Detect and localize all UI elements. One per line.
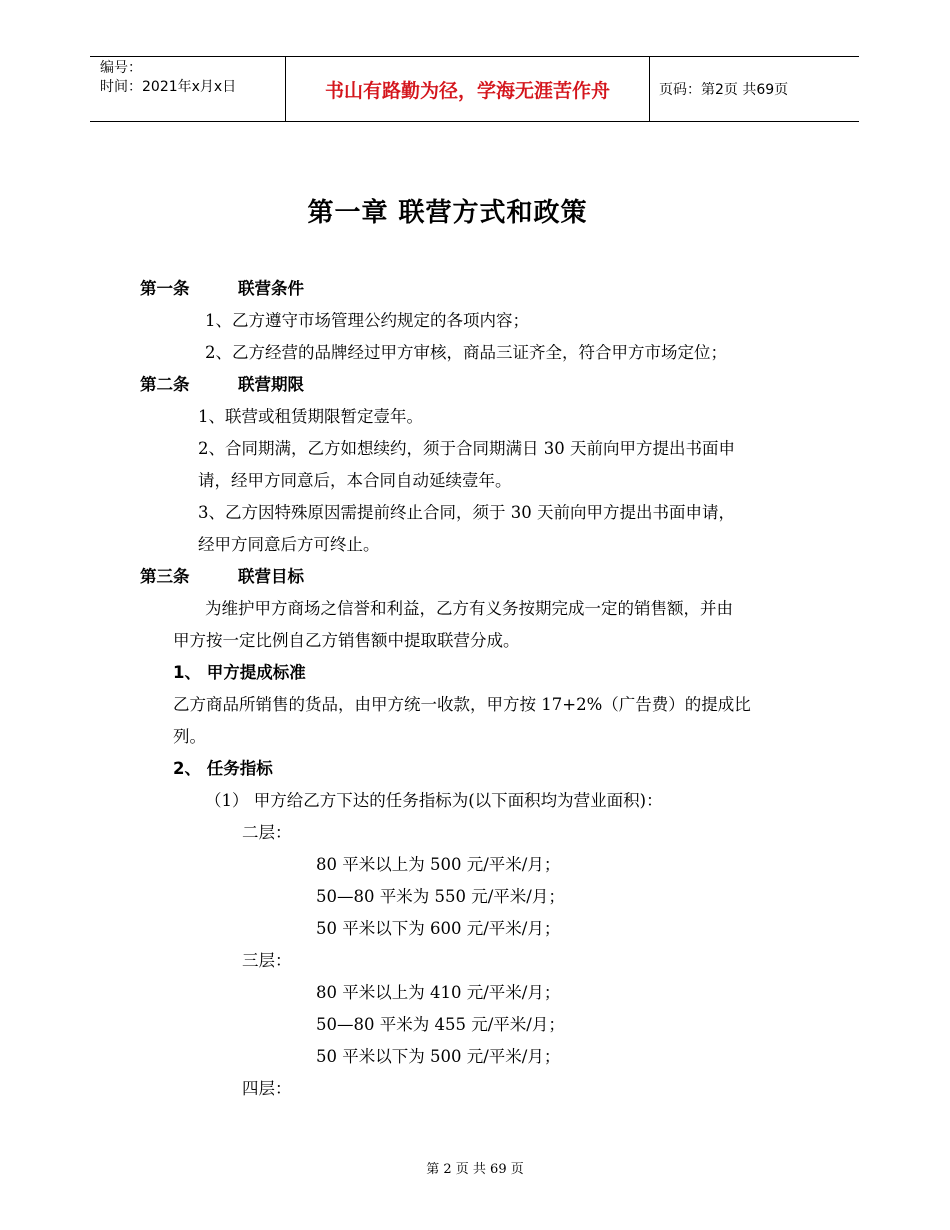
article-3-number: 第三条: [140, 567, 190, 586]
article-2-title: 联营期限: [238, 375, 304, 394]
floor-rate-line: 80 平米以上为 410 元/平米/月；: [316, 983, 561, 1002]
article-3-intro: 甲方按一定比例自乙方销售额中提取联营分成。: [173, 631, 520, 650]
header-meta-cell: [90, 57, 286, 121]
commission-text: 乙方商品所销售的货品，由甲方统一收款，甲方按 17+2%（广告费）的提成比: [173, 695, 751, 714]
floor-rate-line: 80 平米以上为 500 元/平米/月；: [316, 855, 561, 874]
article-1-item: 2、乙方经营的品牌经过甲方审核，商品三证齐全，符合甲方市场定位；: [205, 343, 727, 362]
article-2-line: 2、合同期满，乙方如想续约，须于合同期满日 30 天前向甲方提出书面申: [198, 439, 735, 458]
article-3-intro: 为维护甲方商场之信誉和利益，乙方有义务按期完成一定的销售额，并由: [205, 599, 733, 618]
article-1-title: 联营条件: [238, 279, 304, 298]
commission-text: 列。: [173, 727, 206, 746]
task-intro: （1） 甲方给乙方下达的任务指标为(以下面积均为营业面积)：: [205, 791, 663, 810]
article-2-line: 1、联营或租赁期限暂定壹年。: [198, 407, 423, 426]
floor-rate-line: 50—80 平米为 455 元/平米/月；: [316, 1015, 565, 1034]
article-2-number: 第二条: [140, 375, 190, 394]
floor-rate-line: 50—80 平米为 550 元/平米/月；: [316, 887, 565, 906]
page-footer: 第 2 页 共 69 页: [426, 1162, 524, 1177]
header-motto: 书山有路勤为径，学海无涯苦作舟: [286, 57, 650, 121]
floor-rate-line: 50 平米以下为 500 元/平米/月；: [316, 1047, 561, 1066]
time-label: 时间：2021年x月x日: [100, 79, 237, 95]
article-1-number: 第一条: [140, 279, 190, 298]
floor-2-label: 二层：: [242, 823, 292, 842]
article-1-item: 1、乙方遵守市场管理公约规定的各项内容；: [205, 311, 529, 330]
article-1-heading: [140, 278, 304, 300]
header-page-info: 页码：第2页 共69页: [659, 82, 789, 98]
article-2-line: 请，经甲方同意后，本合同自动延续壹年。: [198, 471, 512, 490]
floor-4-label: 四层：: [242, 1079, 292, 1098]
article-3-title: 联营目标: [238, 567, 304, 586]
article-2-line: 3、乙方因特殊原因需提前终止合同，须于 30 天前向甲方提出书面申请，: [198, 503, 735, 522]
floor-rate-line: 50 平米以下为 600 元/平米/月；: [316, 919, 561, 938]
floor-3-label: 三层：: [242, 951, 292, 970]
sub-heading-commission: 1、 甲方提成标准: [173, 663, 306, 682]
number-label: 编号：: [100, 60, 142, 76]
sub-heading-task: 2、 任务指标: [173, 759, 273, 778]
article-2-heading: [140, 374, 304, 396]
article-3-heading: [140, 566, 304, 588]
document-header: [90, 56, 859, 122]
chapter-title: 第一章 联营方式和政策: [307, 198, 588, 228]
article-2-line: 经甲方同意后方可终止。: [198, 535, 380, 554]
